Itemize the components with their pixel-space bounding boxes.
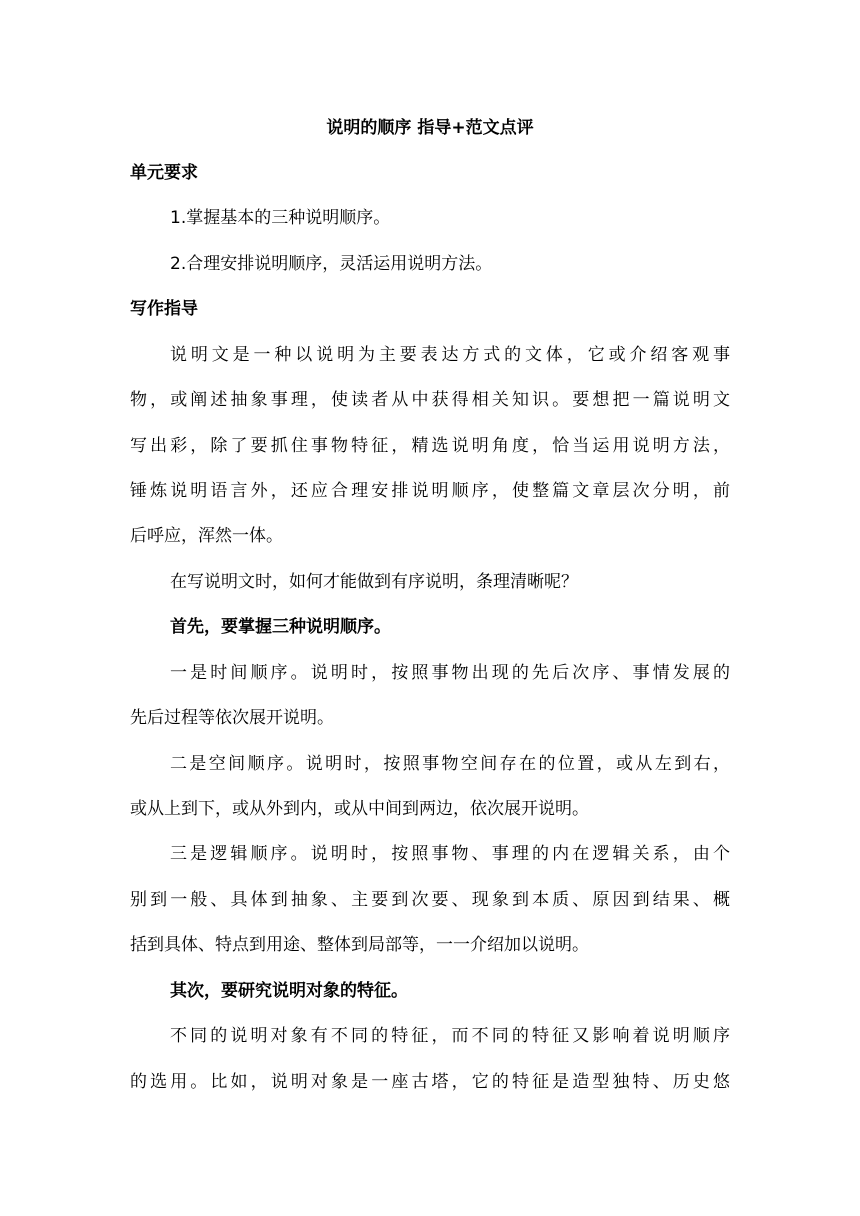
paragraph-line: 别到一般、具体到抽象、主要到次要、现象到本质、原因到结果、概: [130, 890, 730, 910]
paragraph-line: 括到具体、特点到用途、整体到局部等，一一介绍加以说明。: [130, 935, 589, 955]
document-title: 说明的顺序 指导+范文点评: [326, 118, 534, 138]
paragraph-line: 二是空间顺序。说明时，按照事物空间存在的位置，或从左到右，: [170, 754, 730, 774]
unit-item-1: 1.掌握基本的三种说明顺序。: [170, 208, 391, 228]
unit-item-2: 2.合理安排说明顺序，灵活运用说明方法。: [170, 254, 493, 274]
paragraph-line: 说明文是一种以说明为主要表达方式的文体，它或介绍客观事: [170, 345, 730, 365]
paragraph-line: 的选用。比如，说明对象是一座古塔，它的特征是造型独特、历史悠: [130, 1072, 730, 1092]
paragraph-line: 一是时间顺序。说明时，按照事物出现的先后次序、事情发展的: [170, 663, 730, 683]
section-heading-unit: 单元要求: [130, 163, 198, 183]
paragraph-line: 后呼应，浑然一体。: [130, 526, 283, 546]
paragraph-line: 锤炼说明语言外，还应合理安排说明顺序，使整篇文章层次分明，前: [130, 481, 730, 501]
paragraph-line: 写出彩，除了要抓住事物特征，精选说明角度，恰当运用说明方法，: [130, 436, 730, 456]
paragraph-line: 三是逻辑顺序。说明时，按照事物、事理的内在逻辑关系，由个: [170, 844, 730, 864]
paragraph-line: 或从上到下，或从外到内，或从中间到两边，依次展开说明。: [130, 799, 589, 819]
paragraph-line: 不同的说明对象有不同的特征，而不同的特征又影响着说明顺序: [170, 1026, 730, 1046]
paragraph-question: 在写说明文时，如何才能做到有序说明，条理清晰呢？: [170, 572, 578, 592]
paragraph-line: 物，或阐述抽象事理，使读者从中获得相关知识。要想把一篇说明文: [130, 390, 730, 410]
section-heading-guide: 写作指导: [130, 299, 198, 319]
paragraph-line: 先后过程等依次展开说明。: [130, 708, 334, 728]
subheading-second: 其次，要研究说明对象的特征。: [170, 981, 408, 1001]
subheading-first: 首先，要掌握三种说明顺序。: [170, 617, 391, 637]
